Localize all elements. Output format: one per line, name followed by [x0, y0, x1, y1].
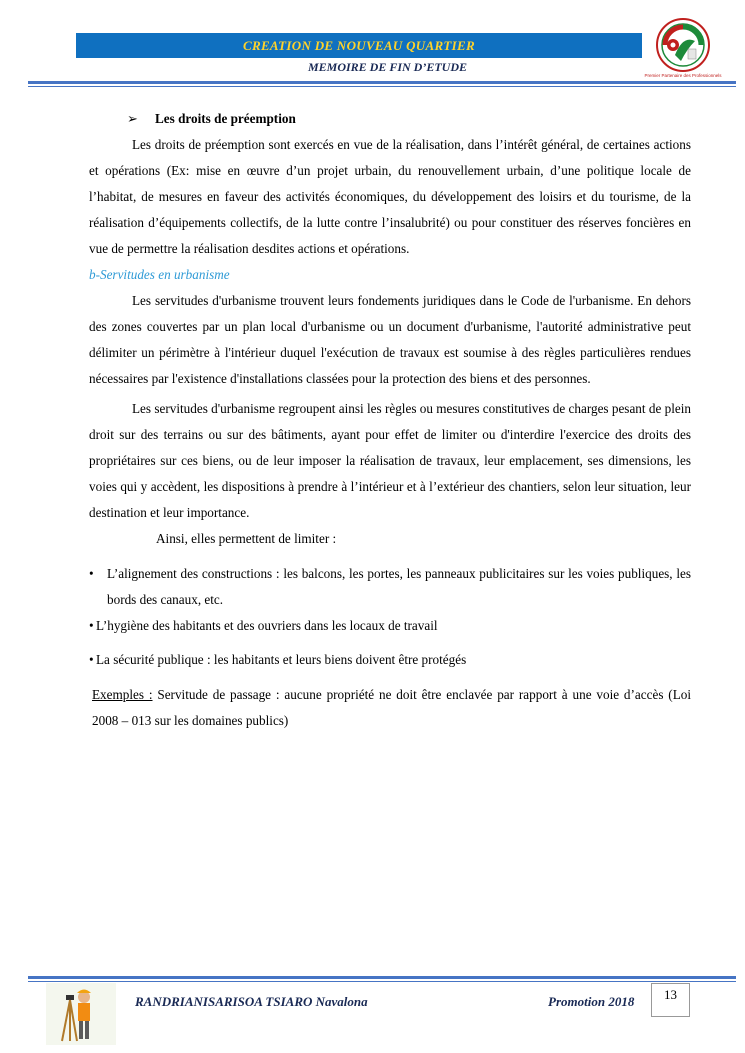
paragraph-servitudes-1: Les servitudes d'urbanisme trouvent leurs fondements juridiques dans le Code de l'urbanisme. En dehors des zones couvertes par un plan local d'urbanisme ou un document d'urbanisme, l'autorité administrative peut délimiter un périmètre à l'intérieur duquel l'exécution de travaux est soumise à des règles particulières rendues nécessaires par l'existence d'installations classées pour la protection des biens et des personnes. [89, 293, 691, 386]
bullet-icon: • [89, 618, 94, 633]
bullet-icon: • [89, 652, 94, 667]
school-logo [643, 15, 723, 81]
page-number: 13 [651, 983, 690, 1017]
header-title-bar [76, 33, 642, 58]
list-item: • L’alignement des constructions : les balcons, les portes, les panneaux publicitaires sur les voies publiques, les bords des canaux, etc. [89, 561, 691, 613]
header-rule [28, 81, 736, 87]
example-paragraph [89, 682, 691, 734]
list-item: • La sécurité publique : les habitants et leurs biens doivent être protégés [89, 647, 691, 673]
subheading-servitudes: b-Servitudes en urbanisme [89, 267, 230, 282]
logo-caption: Premier Partenaire des Professionnels [644, 73, 722, 78]
example-label: Exemples : [92, 687, 153, 702]
document-body [89, 106, 691, 734]
paragraph-intro-limit: Ainsi, elles permettent de limiter : [156, 531, 337, 546]
paragraph-preemption: Les droits de préemption sont exercés en vue de la réalisation, dans l’intérêt général, de certaines actions et opérations (Ex: mise en œuvre d’un projet urbain, du renouvellement urbain, d’une politique locale de l’habitat, de mesures en faveur des activités économiques, du développement des loisirs et du tourisme, de la réalisation d’équipements collectifs, de la lutte contre l’insalubrité) ou pour constituer des réserves foncières en vue de permettre la réalisation desdites actions et opérations. [89, 137, 691, 256]
header-title: CREATION DE NOUVEAU QUARTIER [243, 37, 475, 53]
header-subtitle: MEMOIRE DE FIN D’ETUDE [307, 60, 468, 74]
paragraph-servitudes-2: Les servitudes d'urbanisme regroupent ainsi les règles ou mesures constitutives de charges pesant de plein droit sur des terrains ou sur des bâtiments, ayant pour effet de limiter ou d'interdire l'exercice des droits des propriétaires sur ces biens, ou de leur imposer la réalisation de travaux, leur emplacement, ses dimensions, les voies qui y accèdent, les dispositions à prendre à l’intérieur et à l’extérieur des chantiers, selon leur situation, leur destination et leur importance. [89, 401, 691, 520]
arrow-bullet-icon: ➢ [127, 111, 139, 126]
example-text: Servitude de passage : aucune propriété ne doit être enclavée par rapport à une voie d’accès (Loi 2008 – 013 sur les domaines publics) [92, 687, 692, 728]
footer-author: RANDRIANISARISOA TSIARO Navalona [135, 994, 368, 1009]
surveyor-illustration [46, 983, 116, 1045]
section-heading: ➢ Les droits de préemption [89, 106, 691, 132]
footer-rule [28, 976, 736, 982]
list-item: • L’hygiène des habitants et des ouvriers dans les locaux de travail [89, 613, 691, 639]
bullet-icon: • [89, 566, 94, 581]
footer-promotion: Promotion 2018 [548, 994, 635, 1009]
